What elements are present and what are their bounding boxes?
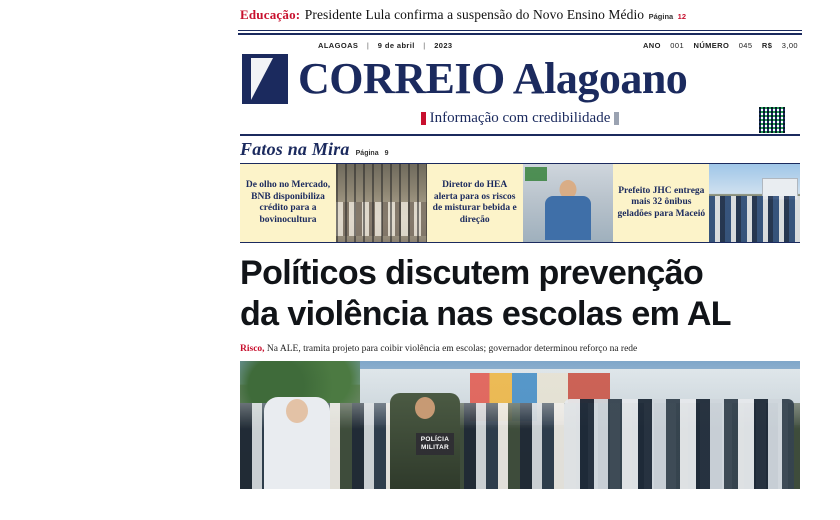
tagline-bar-red-icon — [421, 112, 426, 125]
main-headline — [240, 253, 800, 335]
dateline-region: ALAGOAS — [318, 41, 359, 50]
dateline-ano-label: ANO — [642, 41, 661, 50]
teaser-photo-cattle — [336, 164, 427, 242]
banner-rule-thin — [238, 30, 802, 31]
main-kicker-label: Risco, — [240, 344, 265, 354]
top-banner-headline: Presidente Lula confirma a suspensão do Novo Ensino Médio — [304, 7, 645, 22]
police-badge-line-2: MILITAR — [421, 444, 449, 451]
main-kicker-text: Na ALE, tramita projeto para coibir violência em escolas; governador determinou reforço na rede — [266, 344, 638, 354]
main-headline-line-1: Políticos discutem prevenção — [240, 254, 704, 292]
main-photo — [240, 361, 800, 489]
dateline-sep-1: | — [366, 41, 370, 50]
teaser-photo-buses — [709, 164, 800, 242]
right-margin — [808, 0, 840, 520]
dateline-year: 2023 — [434, 41, 453, 50]
masthead-tagline-row — [240, 108, 800, 128]
dateline-date: 9 de abril — [377, 41, 415, 50]
teaser-item[interactable] — [613, 164, 800, 242]
dateline-sep-2: | — [423, 41, 426, 50]
teaser-strip — [240, 163, 800, 243]
teaser-photo-interview — [523, 164, 614, 242]
masthead-logo-row — [240, 52, 800, 106]
top-banner-label: Educação: — [240, 7, 301, 22]
newspaper-page — [232, 0, 808, 520]
tagline-bar-grey-icon — [614, 112, 619, 125]
masthead-tagline: Informação com credibilidade — [429, 109, 611, 126]
section-header-fatos-na-mira — [240, 134, 800, 160]
teaser-text: De olho no Mercado, BNB disponibiliza crédito para a bovinocultura — [240, 164, 336, 242]
section-page-prefix: Página — [355, 150, 379, 157]
main-kicker — [240, 343, 800, 355]
top-banner-page-number: 12 — [677, 12, 686, 21]
main-headline-line-2: da violência nas escolas em AL — [240, 295, 731, 333]
teaser-item[interactable] — [427, 164, 614, 242]
dateline-ano-value: 001 — [670, 41, 685, 50]
top-banner-page-prefix: Página — [648, 12, 674, 21]
left-margin — [0, 0, 232, 520]
section-page-number: 9 — [384, 150, 389, 157]
section-title: Fatos na Mira — [240, 139, 350, 159]
dateline-price-value: 3,00 — [781, 41, 798, 50]
masthead — [232, 35, 808, 128]
masthead-title: CORREIO Alagoano — [298, 54, 688, 103]
dateline-price-label: R$ — [761, 41, 773, 50]
top-banner — [232, 0, 808, 30]
newspaper-logo-icon — [240, 52, 292, 106]
dateline-numero-value: 045 — [738, 41, 753, 50]
dateline-right — [636, 41, 798, 50]
dateline-left — [318, 41, 458, 50]
police-badge-line-1: POLÍCIA — [420, 436, 450, 443]
qr-code-icon[interactable] — [758, 106, 786, 134]
teaser-item[interactable] — [240, 164, 427, 242]
masthead-dateline — [240, 41, 800, 52]
dateline-numero-label: NÚMERO — [693, 41, 730, 50]
teaser-text: Prefeito JHC entrega mais 32 ônibus geladões para Maceió — [613, 164, 709, 242]
teaser-text: Diretor do HEA alerta para os riscos de misturar bebida e direção — [427, 164, 523, 242]
police-badge-label — [416, 433, 454, 455]
